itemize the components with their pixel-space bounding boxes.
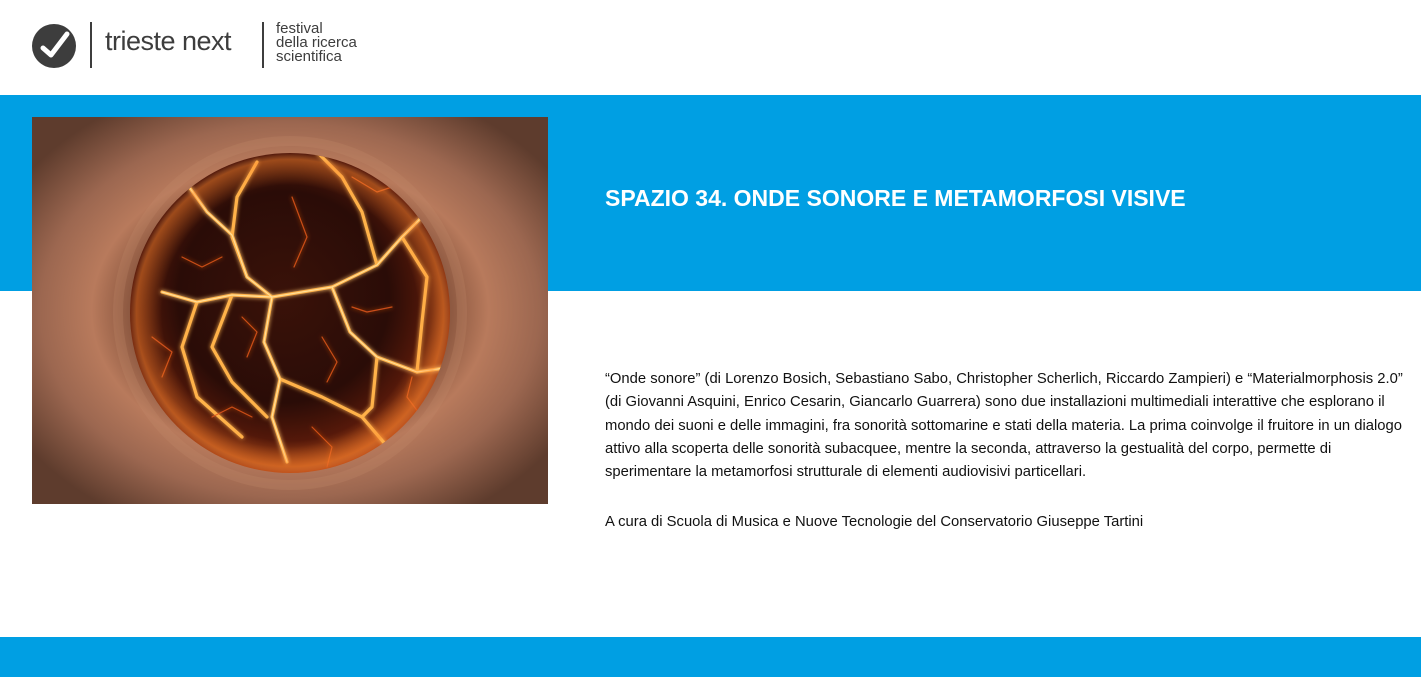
site-header <box>0 0 1421 95</box>
logo-tagline <box>276 22 357 64</box>
footer-band <box>0 637 1421 677</box>
logo-divider <box>90 22 92 68</box>
event-credit: A cura di Scuola di Musica e Nuove Tecnologie del Conservatorio Giuseppe Tartini <box>605 514 1144 531</box>
logo-tagline-line: scientifica <box>276 48 342 65</box>
event-image <box>32 117 548 504</box>
lava-sphere-image <box>32 117 548 504</box>
logo-tagline-line: festival <box>276 20 323 37</box>
logo-tagline-line: della ricerca <box>276 34 357 51</box>
logo-divider <box>262 22 264 68</box>
event-description: “Onde sonore” (di Lorenzo Bosich, Sebastiano Sabo, Christopher Scherlich, Riccardo Zampieri) e “Materialmorphosis 2.0” (di Giovanni Asquini, Enrico Cesarin, Giancarlo Guarrera) sono due installazioni multimediali interattive che esplorano il mondo dei suoni e delle immagini, fra sonorità sottomarine e stati della materia. La prima coinvolge il fruitore in un dialogo attivo alla scoperta delle sonorità subacquee, mentre la seconda, attraverso la gestualità del corpo, permette di sperimentare la metamorfosi strutturale di elementi audiovisivi particellari. <box>605 371 1403 481</box>
page-title: SPAZIO 34. ONDE SONORE E METAMORFOSI VISIVE <box>605 185 1186 211</box>
trieste-next-logo-icon <box>31 23 77 69</box>
logo-wordmark: trieste next <box>105 26 232 56</box>
event-content <box>605 368 1405 535</box>
